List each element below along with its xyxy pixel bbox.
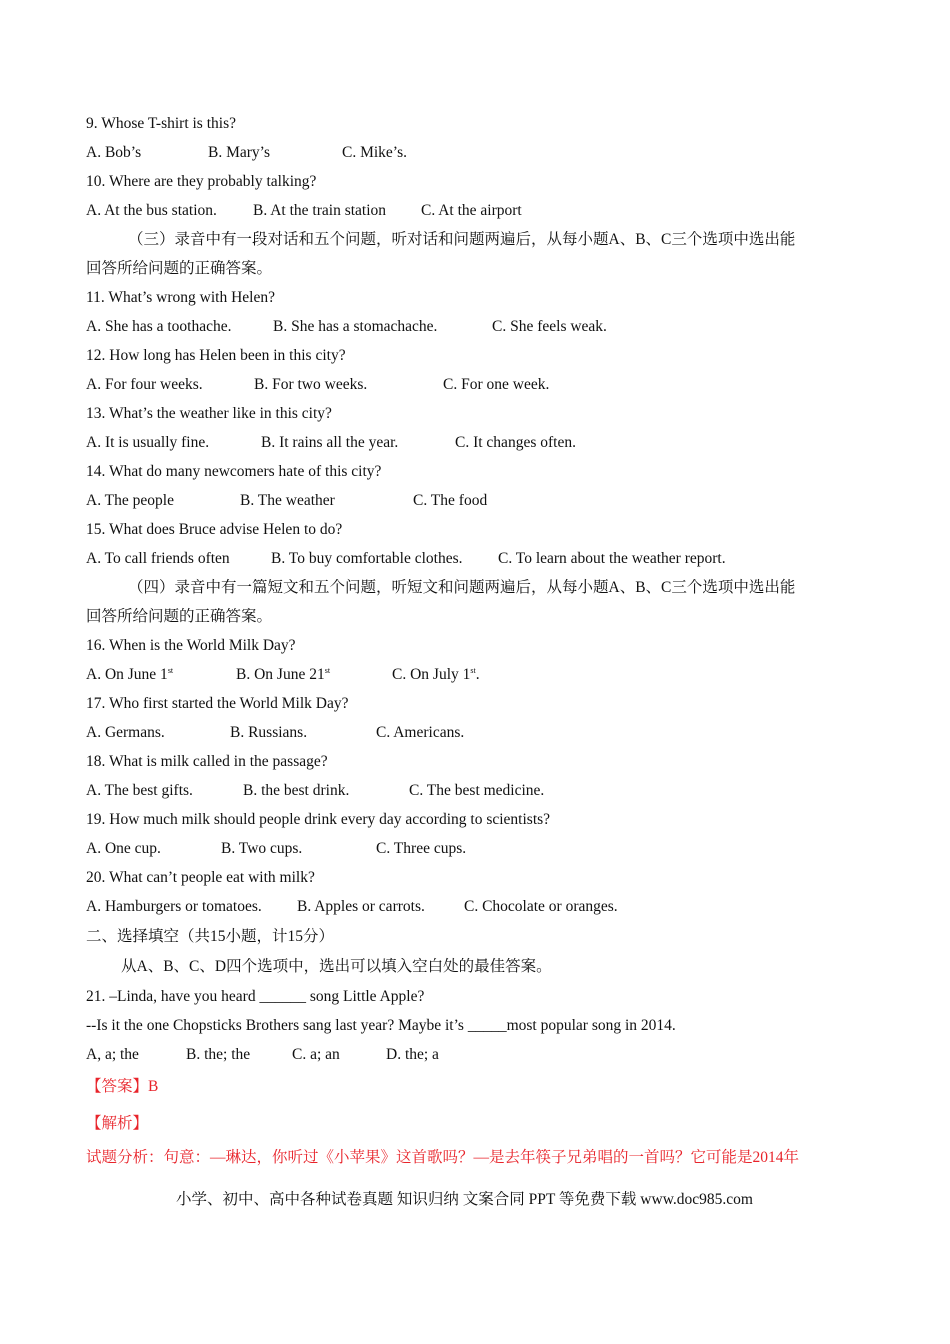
text: B. The weather (240, 492, 335, 509)
text: C. For one week. (443, 376, 550, 393)
question-text (86, 346, 346, 366)
question-text (86, 868, 315, 888)
text: 13. What’s the weather like in this city? (86, 405, 332, 422)
text: C. It changes often. (455, 434, 576, 451)
text: A. The best gifts. (86, 782, 193, 799)
answer-option (409, 781, 544, 801)
answer-text (86, 1077, 158, 1097)
answer-option (421, 201, 522, 221)
text: B. Russians. (230, 724, 308, 741)
text: B. She has a stomachache. (273, 318, 438, 335)
text: 11. What’s wrong with Helen? (86, 289, 275, 306)
text: 【解析】 (86, 1115, 149, 1132)
superscript: st (167, 666, 174, 675)
text: （三）录音中有一段对话和五个问题，听对话和问题两遍后，从每小题A、B、C三个选项中选出能 (128, 231, 796, 248)
answer-option (243, 781, 349, 801)
answer-option (86, 897, 262, 917)
answer-option (86, 201, 217, 221)
text: 回答所给问题的正确答案。 (86, 260, 273, 277)
text: A, a; the (86, 1046, 139, 1063)
answer-option (86, 549, 230, 569)
question-text (86, 404, 332, 424)
text: 16. When is the World Milk Day? (86, 637, 296, 654)
text: 21. –Linda, have you heard ______ song Little Apple? (86, 988, 425, 1005)
answer-text (86, 1114, 148, 1134)
question-text (121, 957, 552, 977)
text: A. To call friends often (86, 550, 230, 567)
question-text (86, 927, 334, 947)
answer-option (297, 897, 425, 917)
text: A. Bob’s (86, 144, 142, 161)
answer-option (498, 549, 726, 569)
text: （四）录音中有一篇短文和五个问题，听短文和问题两遍后，从每小题A、B、C三个选项中选出能 (128, 579, 796, 596)
text: A. One cup. (86, 840, 161, 857)
answer-option (413, 491, 487, 511)
text: C. She feels weak. (492, 318, 607, 335)
answer-option (86, 491, 174, 511)
page-footer (176, 1190, 753, 1210)
answer-option (254, 375, 367, 395)
text: C. The best medicine. (409, 782, 545, 799)
question-text (86, 694, 349, 714)
answer-option (386, 1045, 439, 1065)
question-text (86, 259, 272, 279)
text: A. For four weeks. (86, 376, 203, 393)
answer-option (273, 317, 437, 337)
answer-option (443, 375, 549, 395)
question-text (86, 1016, 676, 1036)
text: 试题分析：句意：—琳达，你听过《小苹果》这首歌吗？—是去年筷子兄弟唱的一首吗？它可能是2014年 (86, 1149, 800, 1166)
answer-option (261, 433, 398, 453)
question-text (86, 520, 342, 540)
answer-text (86, 1148, 799, 1168)
text: B. For two weeks. (254, 376, 368, 393)
text: A. At the bus station. (86, 202, 217, 219)
question-text (86, 987, 424, 1007)
text: B. To buy comfortable clothes. (271, 550, 463, 567)
text: 19. How much milk should people drink every day according to scientists? (86, 811, 551, 828)
question-text (86, 462, 381, 482)
answer-option (86, 143, 141, 163)
answer-option (492, 317, 607, 337)
question-text (128, 230, 795, 250)
answer-option (455, 433, 576, 453)
text: C. Chocolate or oranges. (464, 898, 618, 915)
answer-option (392, 665, 480, 685)
answer-option (376, 839, 466, 859)
suffix: . (475, 666, 480, 683)
question-text (86, 810, 550, 830)
answer-option (86, 1045, 139, 1065)
answer-option (86, 781, 193, 801)
text: A. She has a toothache. (86, 318, 232, 335)
question-text (86, 636, 296, 656)
text: C. Three cups. (376, 840, 467, 857)
text: C. On July 1 (392, 666, 471, 683)
answer-option (86, 375, 203, 395)
answer-option (86, 839, 161, 859)
superscript: st (324, 666, 331, 675)
text: C. The food (413, 492, 488, 509)
text: A. It is usually fine. (86, 434, 210, 451)
text: B. the best drink. (243, 782, 350, 799)
text: B. On June 21 (236, 666, 325, 683)
text: 回答所给问题的正确答案。 (86, 608, 273, 625)
text: B. At the train station (253, 202, 387, 219)
question-text (86, 114, 236, 134)
answer-option (186, 1045, 250, 1065)
question-text (128, 578, 795, 598)
text: 9. Whose T-shirt is this? (86, 115, 236, 132)
text: 14. What do many newcomers hate of this city? (86, 463, 382, 480)
text: C. Americans. (376, 724, 465, 741)
text: B. Two cups. (221, 840, 303, 857)
text: A. On June 1 (86, 666, 168, 683)
answer-option (240, 491, 335, 511)
answer-option (271, 549, 462, 569)
answer-option (230, 723, 307, 743)
superscript: st (470, 666, 476, 675)
answer-option (292, 1045, 340, 1065)
text: A. Hamburgers or tomatoes. (86, 898, 262, 915)
text: 【答案】B (86, 1078, 159, 1095)
text: 二、选择填空（共15小题，计15分） (86, 928, 335, 945)
question-text (86, 752, 328, 772)
text: C. To learn about the weather report. (498, 550, 726, 567)
text: 10. Where are they probably talking? (86, 173, 317, 190)
answer-option (208, 143, 270, 163)
answer-option (253, 201, 386, 221)
question-text (86, 172, 316, 192)
text: C. At the airport (421, 202, 522, 219)
answer-option (86, 665, 173, 685)
question-text (86, 607, 272, 627)
text: A. The people (86, 492, 174, 509)
answer-option (464, 897, 618, 917)
answer-option (86, 317, 232, 337)
answer-option (86, 723, 165, 743)
text: B. the; the (186, 1046, 251, 1063)
answer-option (236, 665, 330, 685)
text: A. Germans. (86, 724, 165, 741)
question-text (86, 288, 275, 308)
text: B. Apples or carrots. (297, 898, 425, 915)
text: 20. What can’t people eat with milk? (86, 869, 315, 886)
answer-option (221, 839, 302, 859)
text: C. a; an (292, 1046, 340, 1063)
text: 17. Who first started the World Milk Day? (86, 695, 349, 712)
text: --Is it the one Chopsticks Brothers sang last year? Maybe it’s _____most popular song in 2014. (86, 1017, 676, 1034)
text: D. the; a (386, 1046, 439, 1063)
text: 小学、初中、高中各种试卷真题 知识归纳 文案合同 PPT 等免费下载 www.doc985.com (176, 1191, 753, 1208)
text: 12. How long has Helen been in this city? (86, 347, 346, 364)
text: B. It rains all the year. (261, 434, 399, 451)
text: B. Mary’s (208, 144, 270, 161)
answer-option (376, 723, 464, 743)
text: C. Mike’s. (342, 144, 408, 161)
answer-option (342, 143, 407, 163)
text: 18. What is milk called in the passage? (86, 753, 328, 770)
answer-option (86, 433, 209, 453)
text: 从A、B、C、D四个选项中，选出可以填入空白处的最佳答案。 (121, 958, 552, 975)
text: 15. What does Bruce advise Helen to do? (86, 521, 343, 538)
